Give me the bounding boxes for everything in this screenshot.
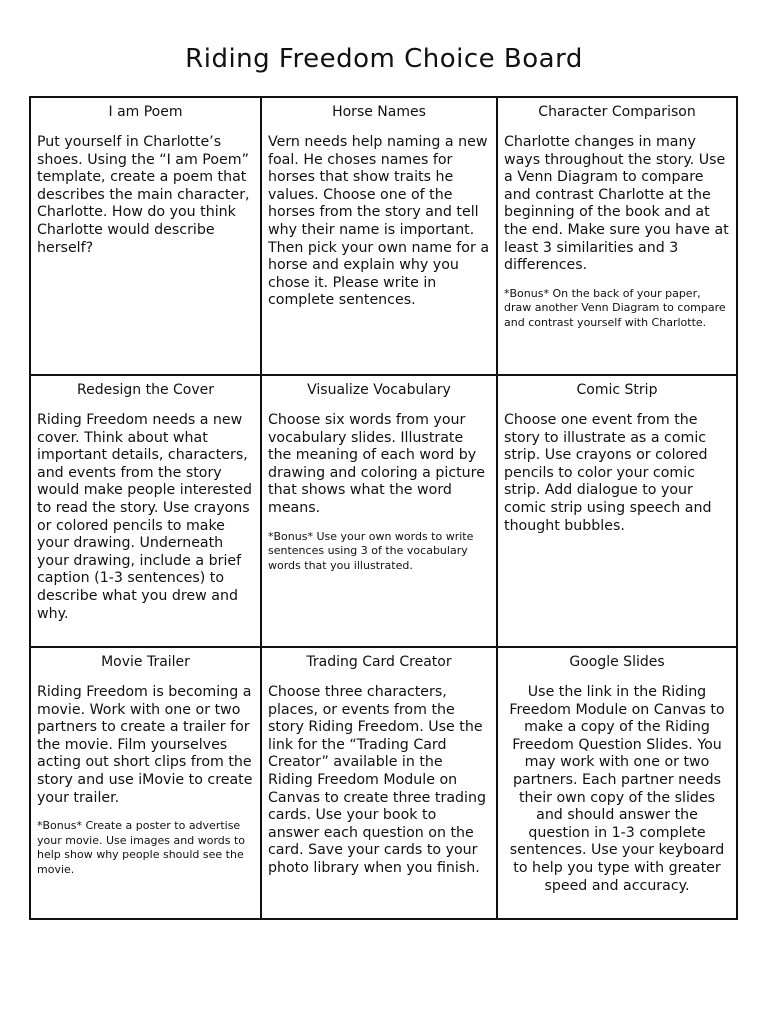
choice-cell-i-am-poem	[30, 97, 261, 375]
cell-instructions: Put yourself in Charlotte’s shoes. Using the “I am Poem” template, create a poem that describes the main character, Charlotte. How do you think Charlotte would describe herself?	[37, 134, 250, 256]
cell-instructions: Riding Freedom needs a new cover. Think about what important details, characters, and events from the story would make people interested to read the story. Use crayons or colored pencils to make your drawing. Underneath your drawing, include a brief caption (1-3 sentences) to describe what you drew and why.	[37, 412, 252, 622]
cell-heading: I am Poem	[108, 104, 183, 120]
cell-bonus-note: *Bonus* Use your own words to write sentences using 3 of the vocabulary words that you illustrated.	[268, 529, 474, 572]
cell-instructions: Choose one event from the story to illustrate as a comic strip. Use crayons or colored pencils to color your comic strip. Add dialogue to your comic strip using speech and thought bubbles.	[504, 412, 712, 534]
cell-heading: Movie Trailer	[101, 654, 190, 670]
choice-cell-comic-strip	[497, 375, 737, 647]
cell-heading: Google Slides	[569, 654, 665, 670]
cell-instructions: Charlotte changes in many ways throughout the story. Use a Venn Diagram to compare and contrast Charlotte at the beginning of the book and at the end. Make sure you have at least 3 similarities and 3 differences.	[504, 134, 729, 274]
choice-cell-movie-trailer	[30, 647, 261, 919]
cell-heading: Character Comparison	[538, 104, 696, 120]
choice-cell-trading-card-creator	[261, 647, 497, 919]
cell-instructions: Riding Freedom is becoming a movie. Work with one or two partners to create a trailer for the movie. Film yourselves acting out short clips from the story and use iMovie to create your trailer.	[37, 684, 253, 806]
choice-cell-visualize-vocabulary	[261, 375, 497, 647]
board-row	[30, 375, 737, 647]
cell-heading: Trading Card Creator	[306, 654, 452, 670]
cell-instructions: Choose six words from your vocabulary slides. Illustrate the meaning of each word by drawing and coloring a picture that shows what the word means.	[268, 412, 485, 516]
cell-instructions: Use the link in the Riding Freedom Module on Canvas to make a copy of the Riding Freedom Question Slides. You may work with one or two partners. Each partner needs their own copy of the slides and should answer the question in 1-3 complete sentences. Use your keyboard to help you type with greater speed and accuracy.	[509, 684, 725, 894]
cell-instructions: Choose three characters, places, or events from the story Riding Freedom. Use the link for the “Trading Card Creator” available in the Riding Freedom Module on Canvas to create three trading cards. Use your book to answer each question on the card. Save your cards to your photo library when you finish.	[268, 684, 486, 876]
cell-instructions: Vern needs help naming a new foal. He choses names for horses that show traits he values. Choose one of the horses from the story and tell why their name is important. Then pick your own name for a horse and explain why you chose it. Please write in complete sentences.	[268, 134, 490, 309]
cell-heading: Redesign the Cover	[76, 382, 215, 398]
board-row	[30, 97, 737, 375]
board-row	[30, 647, 737, 919]
cell-heading: Comic Strip	[576, 382, 658, 398]
cell-heading: Horse Names	[332, 104, 426, 120]
choice-cell-character-comparison	[497, 97, 737, 375]
cell-bonus-note: *Bonus* On the back of your paper, draw another Venn Diagram to compare and contrast yourself with Charlotte.	[504, 286, 726, 329]
choice-cell-horse-names	[261, 97, 497, 375]
page-title: Riding Freedom Choice Board	[185, 44, 583, 74]
choice-cell-redesign-cover	[30, 375, 261, 647]
cell-heading: Visualize Vocabulary	[307, 382, 451, 398]
choice-board-grid	[29, 96, 738, 920]
cell-bonus-note: *Bonus* Create a poster to advertise your movie. Use images and words to help show why people should see the movie.	[37, 819, 246, 876]
choice-cell-google-slides	[497, 647, 737, 919]
